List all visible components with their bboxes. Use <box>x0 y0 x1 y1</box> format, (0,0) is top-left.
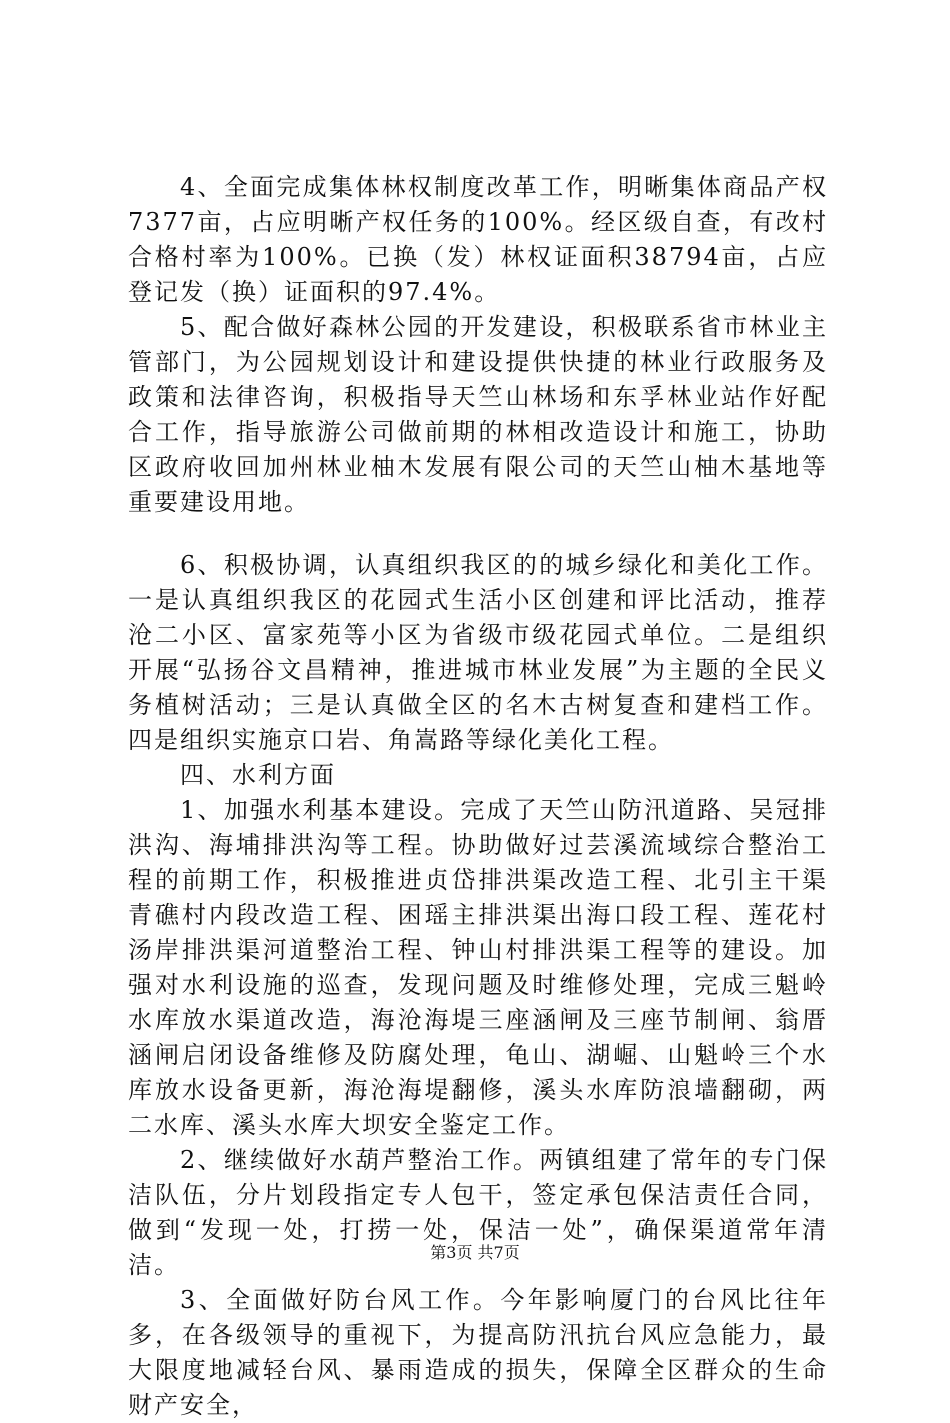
paragraph-spacer <box>128 520 828 548</box>
section-heading-water: 四、水利方面 <box>180 761 336 789</box>
paragraph-forest-rights: 4、全面完成集体林权制度改革工作，明晰集体商品产权7377亩，占应明晰产权任务的100%。经区级自查，有改村合格村率为100%。已换（发）林权证面积38794亩，占应登记发（换）证面积的97.4%。 <box>128 173 828 306</box>
paragraph-water-construction: 1、加强水利基本建设。完成了天竺山防汛道路、吴冠排洪沟、海埔排洪沟等工程。协助做好过芸溪流域综合整治工程的前期工作，积极推进贞岱排洪渠改造工程、北引主干渠青礁村内段改造工程、困瑶主排洪渠出海口段工程、莲花村汤岸排洪渠河道整治工程、钟山村排洪渠工程等的建设。加强对水利设施的巡查，发现问题及时维修处理，完成三魁岭水库放水渠道改造，海沧海堤三座涵闸及三座节制闸、翁厝涵闸启闭设备维修及防腐处理，龟山、湖崛、山魁岭三个水库放水设备更新，海沧海堤翻修，溪头水库防浪墙翻砌，两二水库、溪头水库大坝安全鉴定工作。 <box>128 796 828 1139</box>
paragraph-water-hyacinth: 2、继续做好水葫芦整治工作。两镇组建了常年的专门保洁队伍，分片划段指定专人包干，签定承包保洁责任合同，做到“发现一处，打捞一处，保洁一处”，确保渠道常年清洁。 <box>128 1146 828 1279</box>
paragraph-typhoon: 3、全面做好防台风工作。今年影响厦门的台风比往年多，在各级领导的重视下，为提高防汛抗台风应急能力，最大限度地减轻台风、暴雨造成的损失，保障全区群众的生命财产安全， <box>128 1286 828 1419</box>
paragraph-greening: 6、积极协调，认真组织我区的的城乡绿化和美化工作。一是认真组织我区的花园式生活小区创建和评比活动，推荐沧二小区、富家苑等小区为省级市级花园式单位。二是组织开展“弘扬谷文昌精神，推进城市林业发展”为主题的全民义务植树活动；三是认真做全区的名木古树复查和建档工作。四是组织实施京口岩、角嵩路等绿化美化工程。 <box>128 551 828 754</box>
document-body <box>128 170 828 1423</box>
paragraph-forest-park: 5、配合做好森林公园的开发建设，积极联系省市林业主管部门，为公园规划设计和建设提供快捷的林业行政服务及政策和法律咨询，积极指导天竺山林场和东孚林业站作好配合工作，指导旅游公司做前期的林相改造设计和施工，协助区政府收回加州林业柚木发展有限公司的天竺山柚木基地等重要建设用地。 <box>128 313 828 516</box>
page-number-footer: 第3页 共7页 <box>430 1243 520 1262</box>
